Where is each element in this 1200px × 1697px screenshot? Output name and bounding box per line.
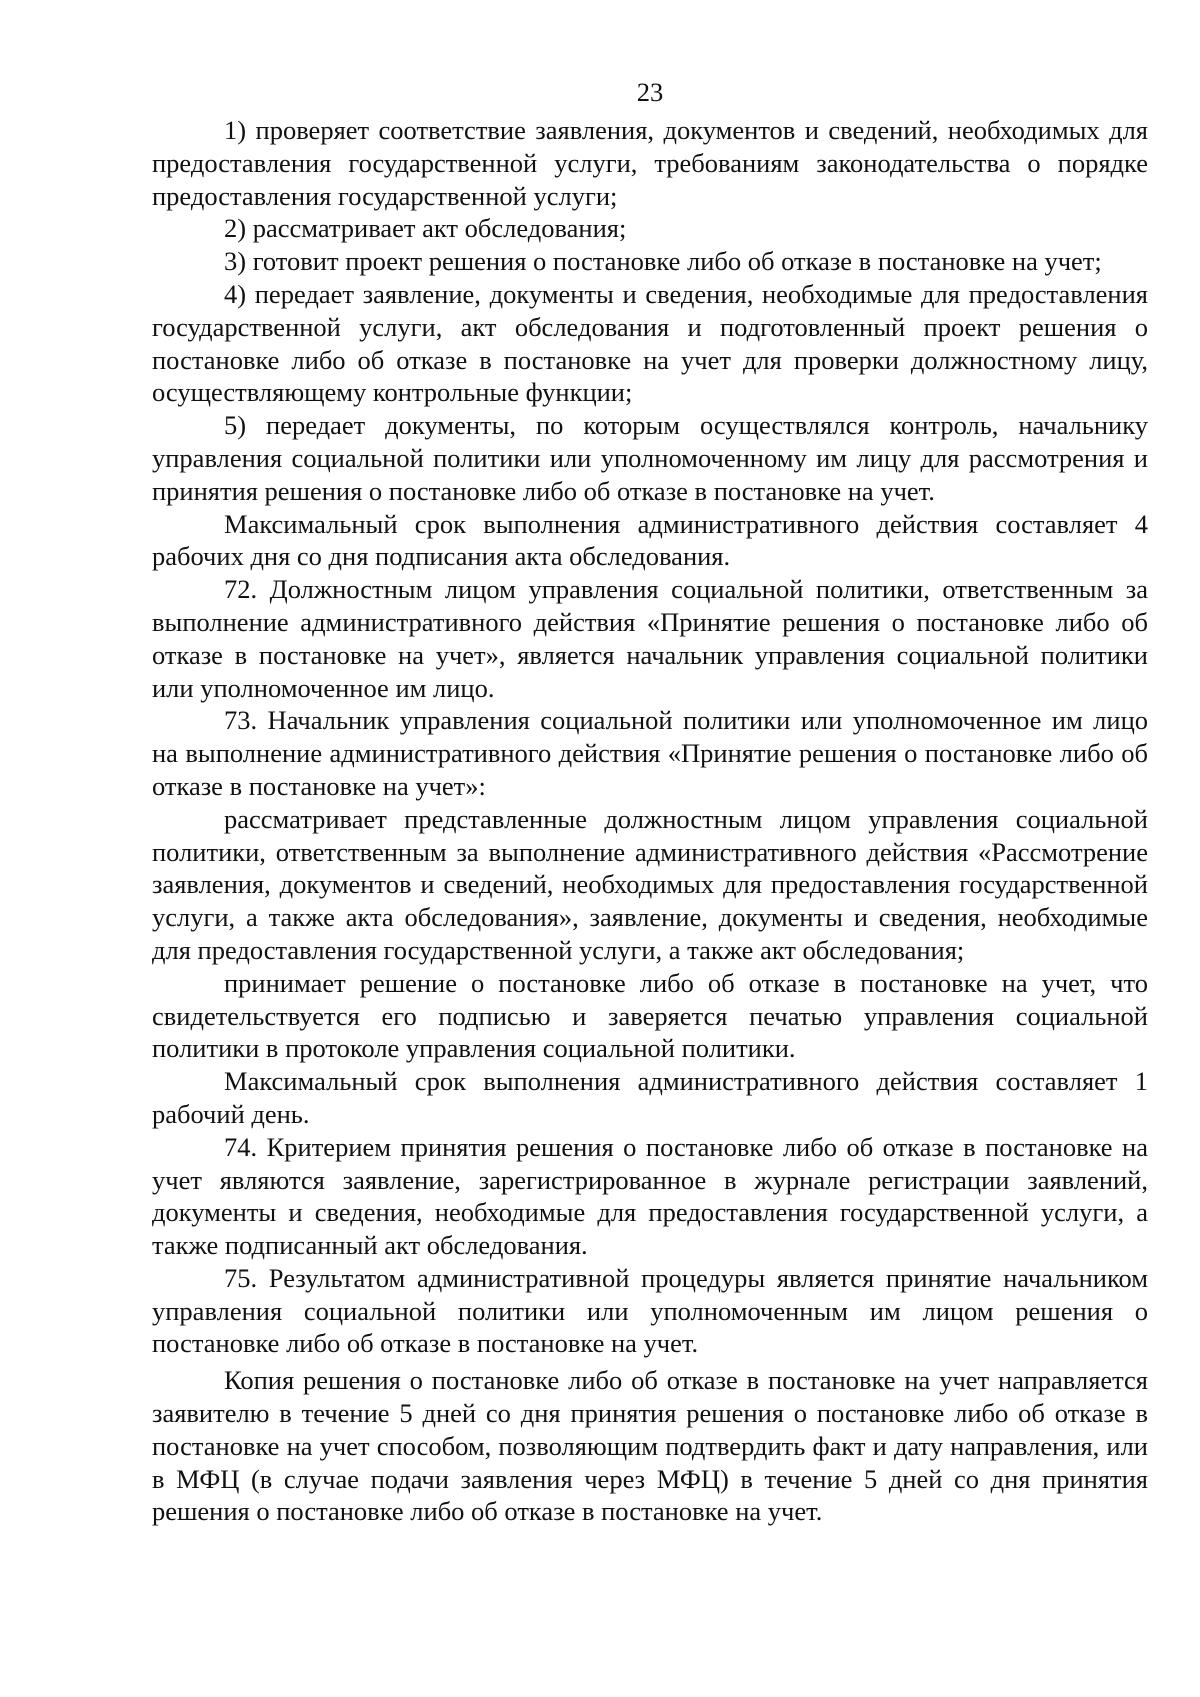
paragraph-deadline-4-days: Максимальный срок выполнения административного действия составляет 4 рабочих дня со дня подписания акта обследования. (152, 508, 1148, 572)
paragraph-copy-of-decision: Копия решения о постановке либо об отказе в постановке на учет направляется заявителю в течение 5 дней со дня принятия решения о постановке либо об отказе в постановке на учет способом, позволяющим подтвердить факт и дату направления, или в МФЦ (в случае подачи заявления через МФЦ) в течение 5 дней со дня принятия решения о постановке либо об отказе в постановке на учет. (152, 1365, 1148, 1527)
paragraph-item-4: 4) передает заявление, документы и сведения, необходимые для предоставления государственной услуги, акт обследования и подготовленный проект решения о постановке либо об отказе в постановке на учет для проверки должностному лицу, осуществляющему контрольные функции; (152, 278, 1148, 408)
paragraph-item-5: 5) передает документы, по которым осуществлялся контроль, начальнику управления социальной политики или уполномоченному им лицу для рассмотрения и принятия решения о постановке либо об отказе в постановке на учет. (152, 410, 1148, 506)
paragraph-deadline-1-day: Максимальный срок выполнения административного действия составляет 1 рабочий день. (152, 1066, 1148, 1129)
paragraph-item-1: 1) проверяет соответствие заявления, документов и сведений, необходимых для предоставления государственной услуги, требованиям законодательства о порядке предоставления государственной услуги; (152, 115, 1148, 211)
paragraph-74: 74. Критерием принятия решения о постановке либо об отказе в постановке на учет являются заявление, зарегистрированное в журнале регистрации заявлений, документы и сведения, необходимые для предоставления государственной услуги, а также подписанный акт обследования. (152, 1131, 1148, 1261)
paragraph-73-reviews: рассматривает представленные должностным лицом управления социальной политики, ответственным за выполнение административного действия «Рассмотрение заявления, документов и сведений, необходимых для предоставления государственной услуги, а также акта обследования», заявление, документы и сведения, необходимые для предоставления государственной услуги, а также акт обследования; (152, 803, 1148, 965)
paragraph-item-2: 2) рассматривает акт обследования; (224, 213, 627, 244)
paragraph-72: 72. Должностным лицом управления социальной политики, ответственным за выполнение административного действия «Принятие решения о постановке либо об отказе в постановке на учет», является начальник управления социальной политики или уполномоченное им лицо. (152, 574, 1148, 703)
paragraph-73: 73. Начальник управления социальной политики или уполномоченное им лицо на выполнение административного действия «Принятие решения о постановке либо об отказе в постановке на учет»: (152, 705, 1148, 801)
paragraph-item-3: 3) готовит проект решения о постановке либо об отказе в постановке на учет; (224, 246, 1102, 277)
page-number: 23 (636, 77, 664, 107)
paragraph-73-decides: принимает решение о постановке либо об отказе в постановке на учет, что свидетельствуется его подписью и заверяется печатью управления социальной политики в протоколе управления социальной политики. (152, 967, 1148, 1064)
paragraph-75: 75. Результатом административной процедуры является принятие начальником управления социальной политики или уполномоченным им лицом решения о постановке либо об отказе в постановке на учет. (152, 1262, 1148, 1359)
